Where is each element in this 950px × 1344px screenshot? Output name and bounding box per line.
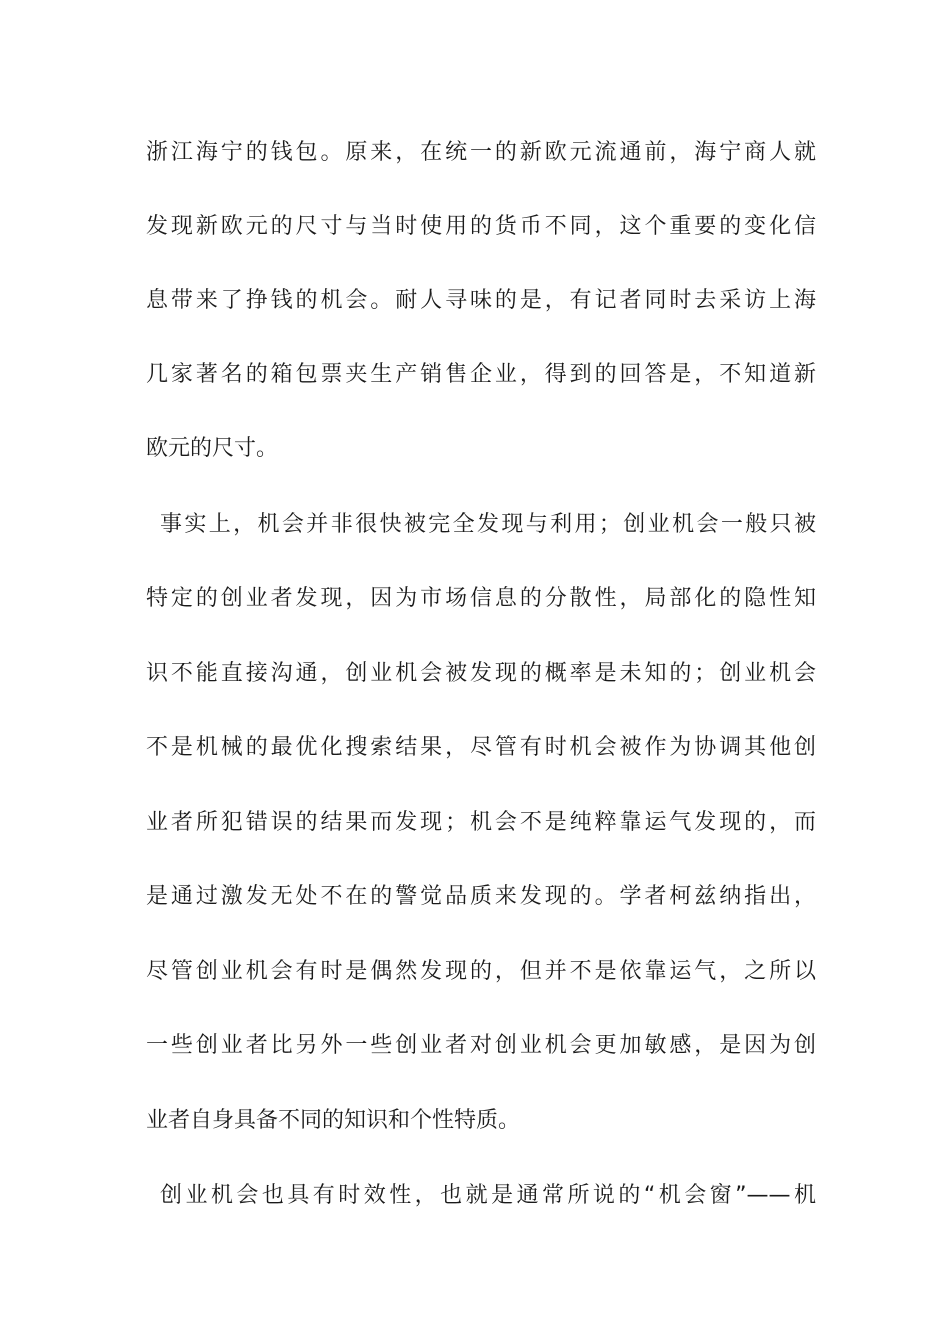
text-line: 业者所犯错误的结果而发现；机会不是纯粹靠运气发现的，而 bbox=[146, 810, 816, 835]
text-line: 业者自身具备不同的知识和个性特质。 bbox=[146, 1108, 521, 1133]
text-line: 息带来了挣钱的机会。耐人寻味的是，有记者同时去采访上海 bbox=[146, 288, 816, 313]
text-line: 浙江海宁的钱包。原来，在统一的新欧元流通前，海宁商人就 bbox=[146, 140, 816, 165]
text-line: 事实上，机会并非很快被完全发现与利用；创业机会一般只被 bbox=[160, 512, 816, 537]
text-line: 特定的创业者发现，因为市场信息的分散性，局部化的隐性知 bbox=[146, 586, 816, 611]
text-line: 发现新欧元的尺寸与当时使用的货币不同，这个重要的变化信 bbox=[146, 214, 816, 239]
text-line: 识不能直接沟通，创业机会被发现的概率是未知的；创业机会 bbox=[146, 661, 816, 686]
text-line: 几家著名的箱包票夹生产销售企业，得到的回答是，不知道新 bbox=[146, 362, 816, 387]
text-line: 欧元的尺寸。 bbox=[146, 436, 279, 461]
text-line: 创业机会也具有时效性，也就是通常所说的“机会窗”——机 bbox=[160, 1183, 816, 1208]
text-line: 是通过激发无处不在的警觉品质来发现的。学者柯兹纳指出， bbox=[146, 884, 816, 909]
text-line: 不是机械的最优化搜索结果，尽管有时机会被作为协调其他创 bbox=[146, 735, 816, 760]
text-line: 一些创业者比另外一些创业者对创业机会更加敏感，是因为创 bbox=[146, 1033, 816, 1058]
text-line: 尽管创业机会有时是偶然发现的，但并不是依靠运气，之所以 bbox=[146, 959, 816, 984]
